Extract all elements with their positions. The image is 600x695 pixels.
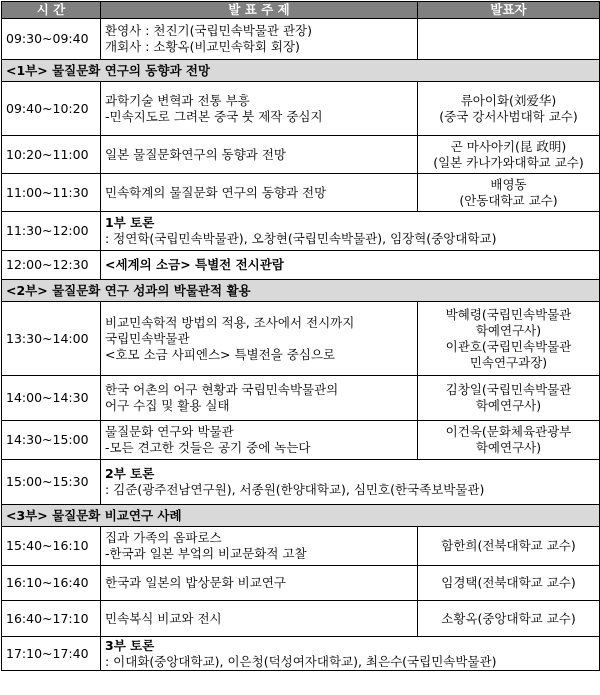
session-time: 16:10~16:40 [2,566,101,601]
session-topic [101,527,418,566]
header-topic: 발 표 주 제 [101,2,418,19]
session-topic [101,566,418,601]
session-row [2,566,600,601]
header-presenter: 발표자 [418,2,600,19]
header-time: 시 간 [2,2,101,19]
schedule-body [2,19,600,671]
topic-line: : 김준(광주전남연구원), 서종원(한양대학교), 심민호(한국족보박물관) [105,482,485,497]
session-row [2,376,600,421]
section-label: <3부> 물질문화 비교연구 사례 [2,505,600,527]
session-presenter [418,421,600,460]
presenter-line: 소황옥(중앙대학교 교수) [441,610,576,626]
topic-line: 어구 수집 및 활용 실태 [105,398,230,413]
session-time: 15:40~16:10 [2,527,101,566]
session-row [2,527,600,566]
session-topic [101,460,600,505]
topic-line: -모든 견고한 것들은 공기 중에 녹는다 [105,440,311,455]
presenter-line: 류아이화(刘爱华) [460,92,557,108]
presenter-line: (중국 강서사범대학 교수) [439,108,578,124]
session-topic [101,376,418,421]
session-topic [101,251,600,280]
session-time: 13:30~14:00 [2,302,101,376]
session-time: 14:00~14:30 [2,376,101,421]
section-row [2,60,600,82]
session-presenter [418,601,600,637]
session-time: 10:20~11:00 [2,136,101,174]
session-row [2,637,600,671]
topic-line: : 이대화(중앙대학교), 이은청(덕성여자대학교), 최은수(국립민속박물관) [105,653,497,669]
presenter-line: 이건욱(문화체육관광부 [445,424,572,439]
topic-line: 비교민속학적 방법의 적용, 조사에서 전시까지 [105,314,355,330]
session-time: 17:10~17:40 [2,637,101,671]
presenter-line: 학예연구사) [475,398,542,413]
session-row [2,174,600,212]
session-topic [101,421,418,460]
event-title: <세계의 소금> 특별전 전시관람 [105,257,284,272]
section-row [2,505,600,527]
session-presenter [418,376,600,421]
session-time: 11:00~11:30 [2,174,101,212]
session-presenter [418,136,600,174]
presenter-line: 임경택(전북대학교 교수) [441,575,576,590]
topic-line: -한국과 일본 부엌의 비교문화적 고찰 [105,546,307,561]
presenter-line: 곤 마사아키(昆 政明) [450,138,567,154]
presenter-line: 김창일(국립민속박물관 [445,382,572,397]
topic-line: 한국 어촌의 어구 현황과 국립민속박물관의 [105,382,339,397]
presenter-line: (일본 카나가와대학교 교수) [433,154,584,170]
session-presenter [418,82,600,136]
topic-line: 환영사 : 천진기(국립민속박물관 관장) [105,23,313,38]
session-presenter [418,566,600,601]
topic-line: 한국과 일본의 밥상문화 비교연구 [105,575,286,590]
session-time: 16:40~17:10 [2,601,101,637]
topic-line: 민속복식 비교와 전시 [105,610,222,626]
topic-line: <호모 소금 사피엔스> 특별전을 중심으로 [105,346,336,362]
session-row [2,251,600,280]
discussion-title: 3부 토론 [105,637,155,653]
presenter-line: 학예연구사) [475,440,542,455]
session-presenter [418,527,600,566]
session-topic [101,174,418,212]
topic-line: 국립민속박물관 [105,330,190,346]
presenter-line: 함한희(전북대학교 교수) [441,538,576,553]
session-topic [101,82,418,136]
session-row [2,302,600,376]
topic-line: -민속지도로 그려본 중국 붓 제작 중심지 [105,108,323,124]
session-row [2,601,600,637]
presenter-line: (안동대학교 교수) [459,192,558,208]
session-topic [101,637,600,671]
session-presenter [418,19,600,60]
presenter-line: 배영동 [490,176,527,192]
schedule-table [1,1,600,671]
session-row [2,19,600,60]
session-time: 14:30~15:00 [2,421,101,460]
session-topic [101,601,418,637]
discussion-title: 1부 토론 [105,215,155,230]
session-presenter [418,302,600,376]
discussion-title: 2부 토론 [105,466,155,481]
topic-line: 집과 가족의 옴파로스 [105,530,222,545]
session-row [2,460,600,505]
section-label: <2부> 물질문화 연구 성과의 박물관적 활용 [2,280,600,302]
topic-line: : 정연학(국립민속박물관), 오창현(국립민속박물관), 임장혁(중앙대학교) [105,231,497,246]
topic-line: 개회사 : 소황옥(비교민속학회 회장) [105,39,300,54]
session-row [2,82,600,136]
session-row [2,421,600,460]
topic-line: 과학기술 변혁과 전통 부흥 [105,92,250,108]
session-topic [101,19,418,60]
section-label: <1부> 물질문화 연구의 동향과 전망 [2,60,600,82]
session-time: 09:30~09:40 [2,19,101,60]
presenter-line: 학예연구사) [475,322,542,338]
session-row [2,212,600,251]
session-time: 12:00~12:30 [2,251,101,280]
session-time: 15:00~15:30 [2,460,101,505]
section-row [2,280,600,302]
session-row [2,136,600,174]
session-topic [101,212,600,251]
header-row [2,2,600,19]
session-time: 11:30~12:00 [2,212,101,251]
presenter-line: 이관호(국립민속박물관 [445,338,572,354]
presenter-line: 민속연구과장) [469,354,548,370]
session-topic [101,302,418,376]
presenter-line: 박혜령(국립민속박물관 [445,306,572,322]
topic-line: 일본 물질문화연구의 동향과 전망 [105,146,286,162]
session-presenter [418,174,600,212]
topic-line: 민속학계의 물질문화 연구의 동향과 전망 [105,184,327,200]
session-topic [101,136,418,174]
session-time: 09:40~10:20 [2,82,101,136]
topic-line: 물질문화 연구와 박물관 [105,424,234,439]
